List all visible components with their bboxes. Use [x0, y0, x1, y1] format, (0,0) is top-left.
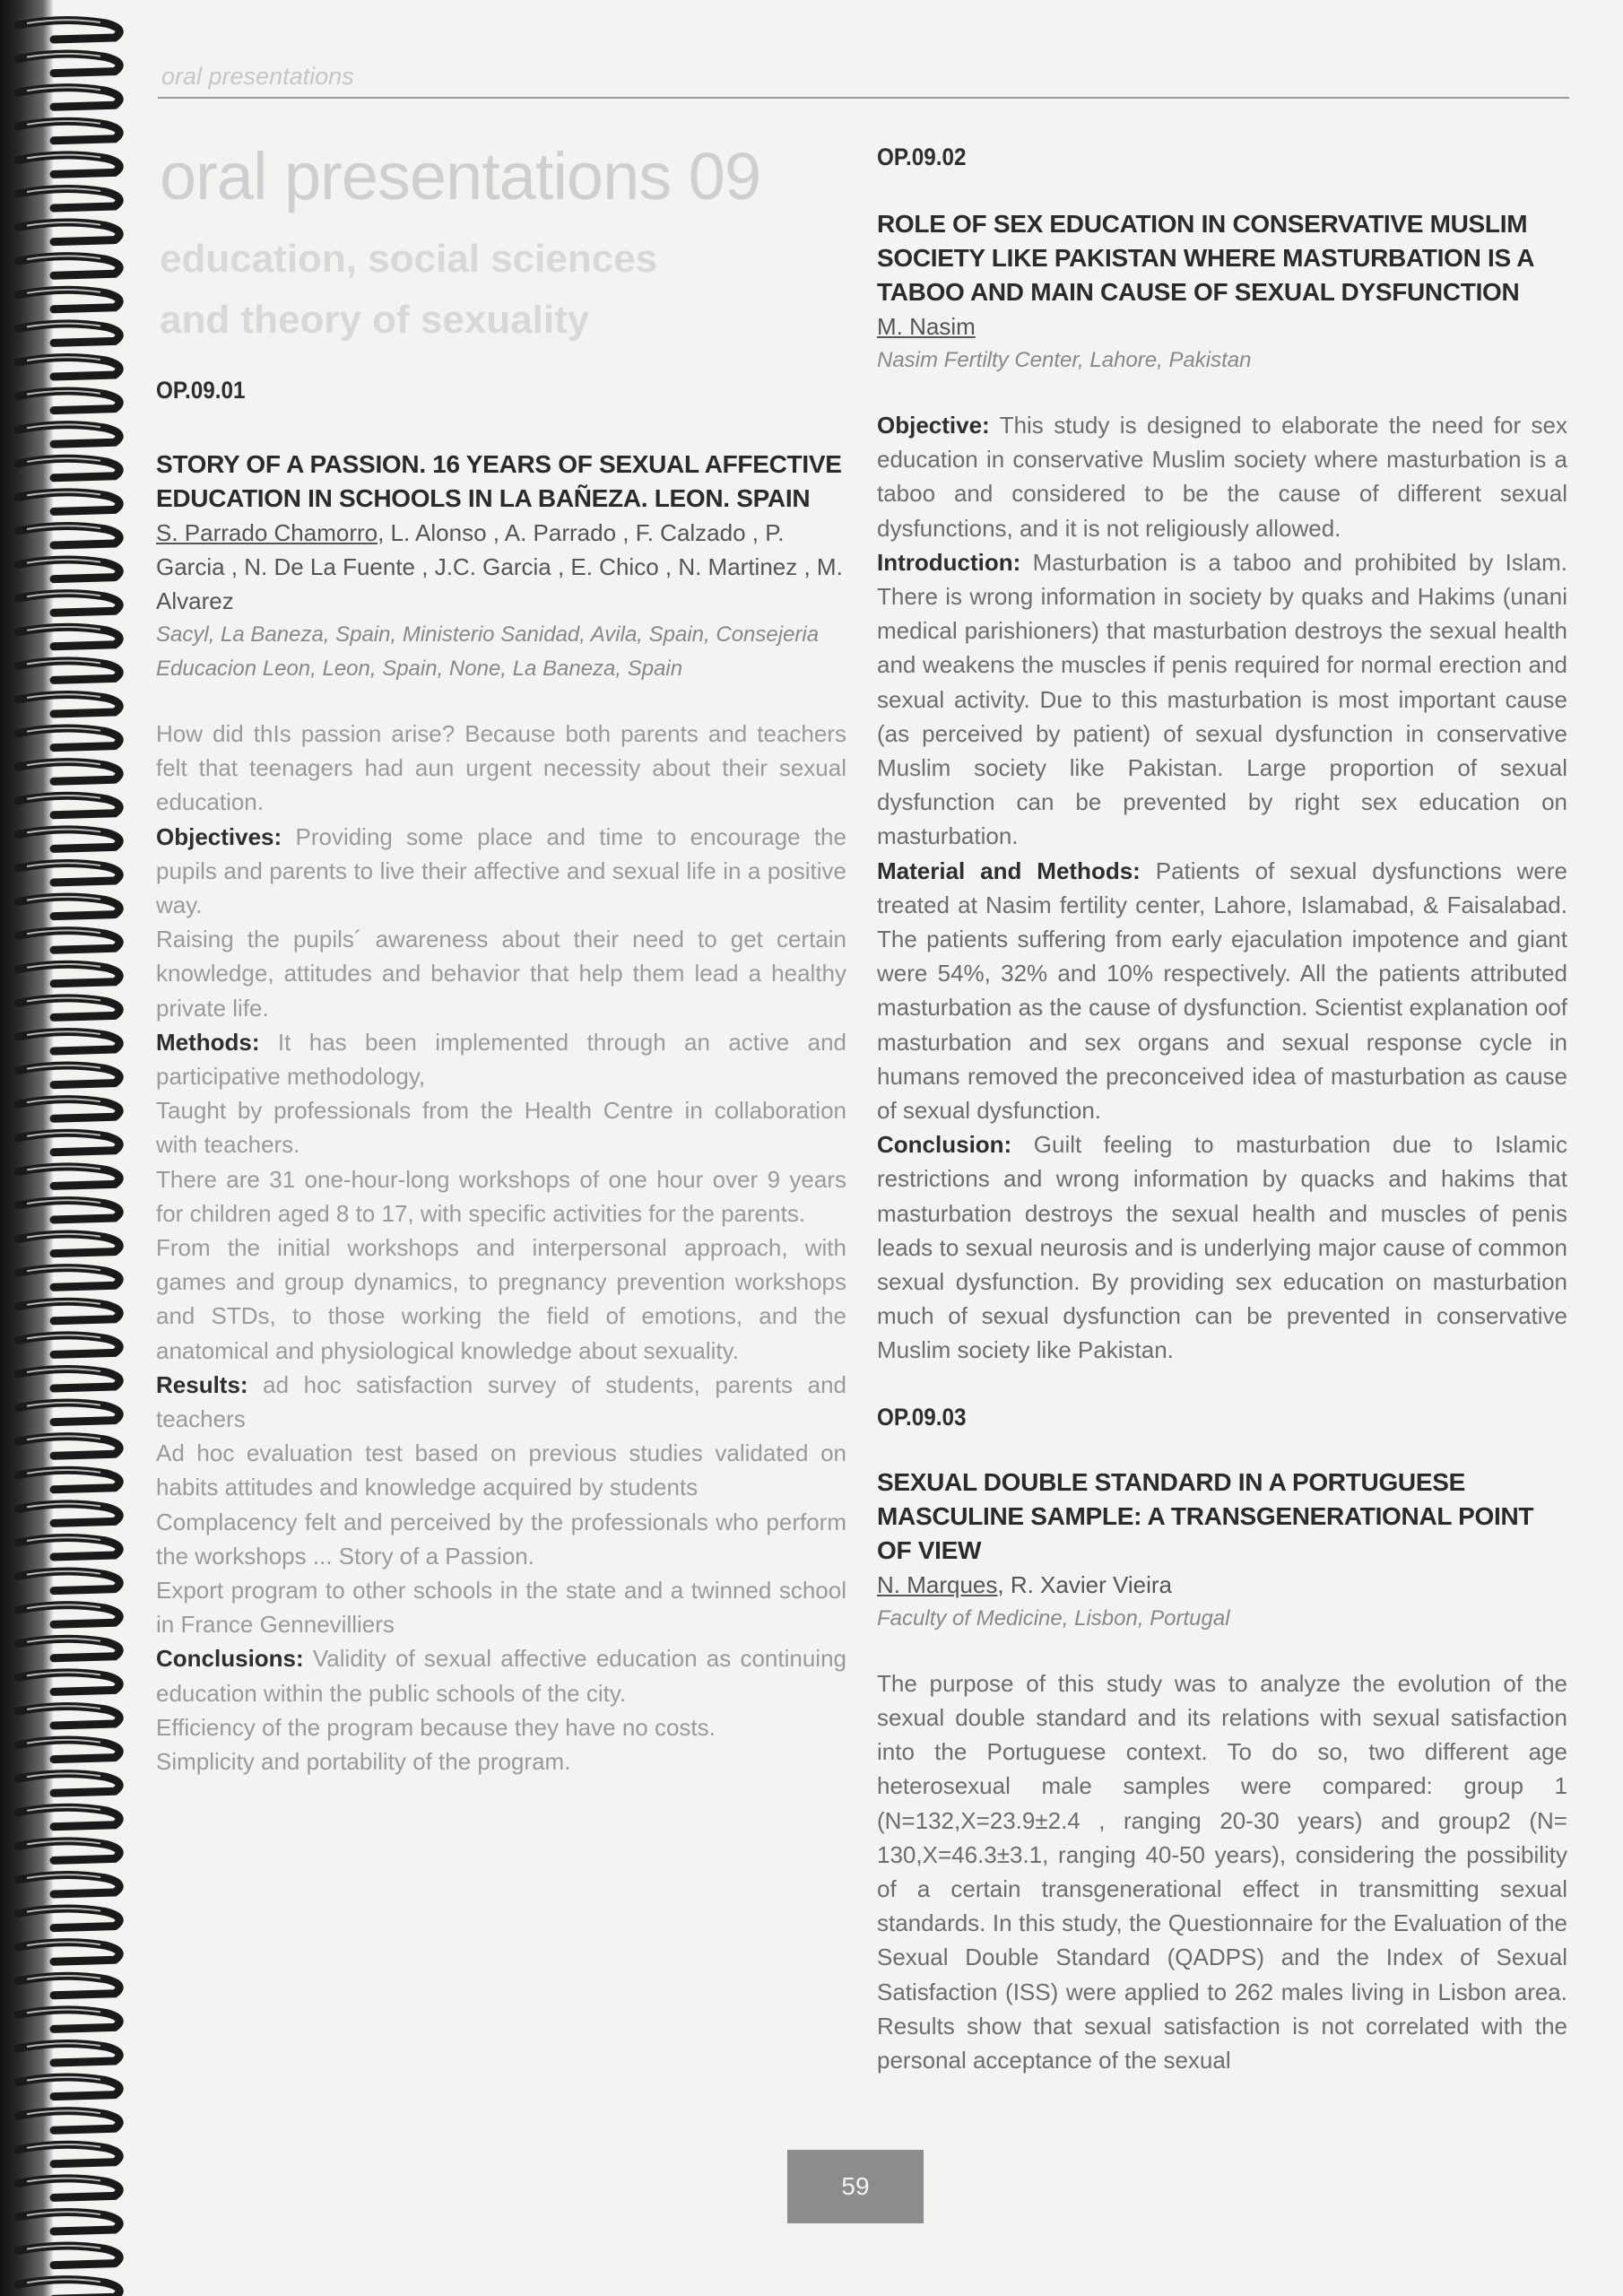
- presenting-author: N. Marques: [877, 1570, 998, 1598]
- introduction-paragraph: [877, 545, 1567, 854]
- methods-text: It has been implemented through an active and participative methodology,: [156, 1028, 846, 1091]
- co-authors: , L. Alonso , A. Parrado , F. Calzado , P. Garcia , N. De La Fuente , J.C. Garcia , E. Chico , N. Martinez , M. Alvarez: [156, 519, 843, 614]
- abstract-code: OP.09.01: [156, 377, 246, 404]
- from-paragraph: From the initial workshops and interpersonal approach, with games and group dynamics, to pregnancy prevention workshops and STDs, to those working the field of emotions, and the anatomical and physiological knowledge about sexuality.: [156, 1234, 846, 1364]
- complacency-paragraph: Complacency felt and perceived by the professionals who perform the workshops ... Story of a Passion.: [156, 1508, 846, 1570]
- abstract-authors: [877, 309, 1567, 344]
- results-label: Results:: [156, 1370, 248, 1398]
- abstract-op-09-02: [877, 144, 1567, 1368]
- methods-label: Methods:: [156, 1028, 260, 1056]
- presenting-author: M. Nasim: [877, 313, 976, 340]
- methods-paragraph: [156, 1025, 846, 1093]
- results-paragraph: [156, 1368, 846, 1436]
- methods-label: Material and Methods:: [877, 857, 1141, 884]
- conclusion-text: Guilt feeling to masturbation due to Islamic restrictions and wrong information by quacks and hakims that masturbation destroys the sexual health and muscles of penis leads to sexual neurosis and is underlying major cause of common sexual dysfunction. By providing sex education on masturbation much of sexual dysfunction can be prevented in conservative Muslim society like Pakistan.: [877, 1131, 1567, 1364]
- abstract-affiliation: Faculty of Medicine, Lisbon, Portugal: [877, 1605, 1230, 1631]
- right-column: [877, 144, 1567, 2077]
- abstract-affiliation: Nasim Fertilty Center, Lahore, Pakistan: [877, 348, 1252, 372]
- running-head: oral presentations: [161, 63, 354, 90]
- conclusion-paragraph: [877, 1127, 1567, 1367]
- spiral-binding: [0, 0, 135, 2296]
- section-subtitle-line-2: and theory of sexuality: [160, 298, 590, 342]
- methods-text: Patients of sexual dysfunctions were treated at Nasim fertility center, Lahore, Islamabad, & Faisalabad. The patients suffering from early ejaculation impotence and giant were 54%, 32% and 10% respectively. All the patients attributed masturbation as the cause of dysfunction. Scientist explanation oof masturbation and sex organs and sexual response cycle in humans removed the preconceived idea of masturbation as cause of sexual dysfunction.: [877, 857, 1567, 1125]
- objectives-paragraph: [156, 820, 846, 923]
- taught-paragraph: Taught by professionals from the Health Centre in collaboration with teachers.: [156, 1097, 846, 1159]
- objective-label: Objective:: [877, 412, 990, 439]
- abstract-title: STORY OF A PASSION. 16 YEARS OF SEXUAL AFFECTIVE EDUCATION IN SCHOOLS IN LA BAÑEZA. LEON. SPAIN: [156, 450, 842, 512]
- abstract-op-09-01: [156, 377, 846, 1779]
- abstract-intro: How did thIs passion arise? Because both parents and teachers felt that teenagers had aun urgent necessity about their sexual education.: [156, 720, 846, 816]
- introduction-text: Masturbation is a taboo and prohibited by Islam. There is wrong information in society by quaks and Hakims (unani medical parishioners) that masturbation destroys the sexual health and weakens the muscles if penis required for normal erection and sexual activity. Due to this masturbation is most important cause (as perceived by patient) of sexual dysfunction in conservative Muslim society like Pakistan. Large proportion of sexual dysfunction can be prevented by right sex education on masturbation.: [877, 548, 1567, 850]
- header-rule: [158, 97, 1569, 99]
- abstract-op-09-03: [877, 1404, 1567, 2077]
- section-subtitle: [160, 229, 657, 351]
- co-authors: , R. Xavier Vieira: [997, 1570, 1172, 1598]
- results-text: ad hoc satisfaction survey of students, parents and teachers: [156, 1370, 847, 1433]
- objectives-label: Objectives:: [156, 822, 282, 850]
- abstract-body: The purpose of this study was to analyze the evolution of the sexual double standard and its relations with sexual satisfaction into the Portuguese context. To do so, two different age heterosexual male samples were compared: group 1 (N=132,X=23.9±2.4 , ranging 20-30 years) and group2 (N= 130,X=46.3±3.1, ranging 40-50 years), considering the possibility of a certain transgenerational effect in transmitting sexual standards. In this study, the Questionnaire for the Evaluation of the Sexual Double Standard (QADPS) and the Index of Sexual Satisfaction (ISS) were applied to 262 males living in Lisbon area. Results show that sexual satisfaction is not correlated with the personal acceptance of the sexual: [877, 1669, 1567, 2074]
- conclusions-paragraph: [156, 1641, 846, 1709]
- methods-paragraph: [877, 854, 1567, 1128]
- abstract-affiliations: Sacyl, La Baneza, Spain, Ministerio Sanidad, Avila, Spain, Consejeria Educacion Leon, Leon, Spain, None, La Baneza, Spain: [156, 622, 820, 681]
- conclusion-label: Conclusion:: [877, 1131, 1012, 1159]
- export-paragraph: Export program to other schools in the state and a twinned school in France Gennevilliers: [156, 1577, 846, 1639]
- adhoc-paragraph: Ad hoc evaluation test based on previous studies validated on habits attitudes and knowledge acquired by students: [156, 1439, 846, 1501]
- raising-paragraph: Raising the pupils´ awareness about their need to get certain knowledge, attitudes and behavior that help them lead a healthy private life.: [156, 926, 846, 1022]
- abstract-authors: [156, 516, 846, 618]
- abstract-title: SEXUAL DOUBLE STANDARD IN A PORTUGUESE MASCULINE SAMPLE: A TRANSGENERATIONAL POINT OF VIEW: [877, 1467, 1534, 1564]
- conclusions-label: Conclusions:: [156, 1645, 304, 1673]
- section-title: oral presentations 09: [160, 139, 761, 213]
- section-subtitle-line-1: education, social sciences: [160, 237, 658, 281]
- introduction-label: Introduction:: [877, 548, 1021, 576]
- abstract-code: OP.09.02: [877, 144, 967, 170]
- workshops-paragraph: There are 31 one-hour-long workshops of one hour over 9 years for children aged 8 to 17, with specific activities for the parents.: [156, 1165, 846, 1227]
- objective-paragraph: [877, 408, 1567, 545]
- simplicity-paragraph: Simplicity and portability of the program.: [156, 1748, 571, 1776]
- page-number: 59: [787, 2150, 924, 2223]
- presenting-author: S. Parrado Chamorro: [156, 519, 378, 546]
- objective-text: This study is designed to elaborate the need for sex education in conservative Muslim society where masturbation is a taboo and considered to be the cause of different sexual dysfunctions, and it is not religiously allowed.: [877, 412, 1567, 542]
- efficiency-paragraph: Efficiency of the program because they have no costs.: [156, 1713, 716, 1741]
- objectives-text: Providing some place and time to encourage the pupils and parents to live their affective and sexual life in a positive way.: [156, 822, 846, 919]
- abstract-title: ROLE OF SEX EDUCATION IN CONSERVATIVE MUSLIM SOCIETY LIKE PAKISTAN WHERE MASTURBATION IS A TABOO AND MAIN CAUSE OF SEXUAL DYSFUNCTION: [877, 210, 1534, 306]
- abstract-authors: [877, 1568, 1567, 1602]
- abstract-code: OP.09.03: [877, 1403, 967, 1431]
- conclusions-text: Validity of sexual affective education as continuing education within the public schools of the city.: [156, 1645, 846, 1707]
